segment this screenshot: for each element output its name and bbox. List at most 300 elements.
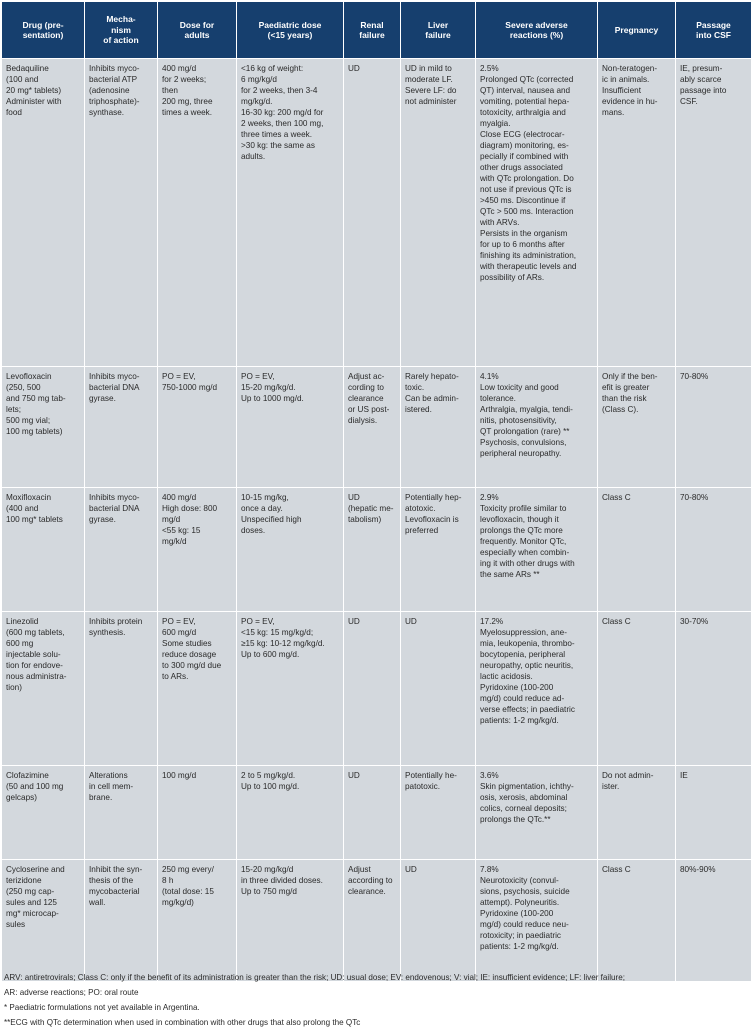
cell-line: adults.	[241, 152, 266, 161]
cell-line: frequently. Monitor QTc,	[480, 537, 567, 546]
table-row	[2, 59, 752, 367]
cell-line: gyrase.	[89, 394, 116, 403]
liver-failure-cell	[401, 488, 476, 612]
cell-line: Prolonged QTc (corrected	[480, 75, 574, 84]
cell-line: 6 mg/kg/d	[241, 75, 277, 84]
cell-line: 400 mg/d	[162, 64, 197, 73]
cell-line: 8 h	[162, 876, 174, 885]
cell-line: thesis of the	[89, 876, 134, 885]
cell-line: three times a week.	[241, 130, 312, 139]
pregnancy-cell	[598, 59, 676, 367]
cell-line: not use if previous QTc is	[480, 185, 572, 194]
cell-line: Potentially he-	[405, 771, 457, 780]
adverse-reactions-cell	[476, 766, 598, 860]
liver-failure-cell	[401, 860, 476, 982]
cell-line: tolerance.	[480, 394, 516, 403]
cell-line: <15 kg: 15 mg/kg/d;	[241, 628, 314, 637]
footnote-line: ARV: antiretrovirals; Class C: only if the benefit of its administration is greater than the risk; UD: usual dose; EV: endovenous; V: vial; IE: insufficient evidence; LF: liver failure;	[4, 973, 625, 982]
cell-line: according to	[348, 876, 393, 885]
cell-line: dialysis.	[348, 416, 378, 425]
cell-line: preferred	[405, 526, 439, 535]
paediatric-dose-cell	[237, 59, 344, 367]
cell-line: for up to 6 months after	[480, 240, 565, 249]
cell-line: prolongs the QTc more	[480, 526, 563, 535]
cell-line: ably scarce	[680, 75, 722, 84]
cell-line: istered.	[405, 405, 432, 414]
cell-line: gelcaps)	[6, 793, 37, 802]
cell-line: Insufficient	[602, 86, 641, 95]
paediatric-dose-cell	[237, 612, 344, 766]
cell-line: (adenosine	[89, 86, 130, 95]
header-drug	[2, 2, 85, 59]
cell-line: (Class C).	[602, 405, 639, 414]
header-line: into CSF	[696, 30, 731, 40]
cell-line: Class C	[602, 493, 631, 502]
cell-line: Myelosuppression, ane-	[480, 628, 567, 637]
drug-table	[1, 1, 752, 982]
adult-dose-cell	[158, 488, 237, 612]
cell-line: then	[162, 86, 178, 95]
cell-line: or US post-	[348, 405, 390, 414]
pregnancy-cell	[598, 488, 676, 612]
adult-dose-cell	[158, 860, 237, 982]
mechanism-cell	[85, 766, 158, 860]
cell-line: totoxicity, arthralgia and	[480, 108, 566, 117]
cell-line: Only if the ben-	[602, 372, 658, 381]
cell-line: mg/d) could reduce neu-	[480, 920, 569, 929]
cell-line: Clofazimine	[6, 771, 49, 780]
cell-line: wall.	[89, 898, 106, 907]
header-line: Paediatric dose	[258, 19, 322, 30]
cell-line: synthesis.	[89, 628, 126, 637]
adult-dose-cell	[158, 367, 237, 488]
cell-line: Bedaquiline	[6, 64, 49, 73]
cell-line: prolongs the QTc.**	[480, 815, 551, 824]
cell-line: Some studies	[162, 639, 212, 648]
cell-line: >450 ms. Discontinue if	[480, 196, 566, 205]
cell-line: with QTc prolongation. Do	[480, 174, 574, 183]
adult-dose-cell	[158, 59, 237, 367]
cell-line: 250 mg every/	[162, 865, 214, 874]
pregnancy-cell	[598, 612, 676, 766]
cell-line: evidence in hu-	[602, 97, 658, 106]
header-line: Liver	[427, 19, 449, 30]
cell-line: diagram) monitoring, es-	[480, 141, 569, 150]
cell-line: Unspecified high	[241, 515, 302, 524]
mechanism-cell	[85, 860, 158, 982]
renal-failure-cell	[344, 860, 401, 982]
cell-line: mg* microcap-	[6, 909, 59, 918]
cell-line: High dose: 800	[162, 504, 218, 513]
cell-line: mans.	[602, 108, 625, 117]
cell-line: osis, xerosis, abdominal	[480, 793, 568, 802]
header-line: sentation)	[22, 30, 64, 40]
cell-line: Non-teratogen-	[602, 64, 658, 73]
cell-line: UD	[405, 865, 417, 874]
cell-line: IE, presum-	[680, 64, 723, 73]
cell-line: Persists in the organism	[480, 229, 568, 238]
cell-line: 15-20 mg/kg/d	[241, 865, 294, 874]
cell-line: Levofloxacin	[6, 372, 52, 381]
cell-line: synthase.	[89, 108, 125, 117]
cell-line: possibility of ARs.	[480, 273, 545, 282]
header-line: reactions (%)	[509, 30, 564, 40]
cell-line: ≥15 kg: 10-12 mg/kg/d.	[241, 639, 325, 648]
cell-line: 100 mg* tablets	[6, 515, 63, 524]
cell-line: Linezolid	[6, 617, 39, 626]
cell-line: PO = EV,	[162, 617, 196, 626]
cell-line: nitis, photosensitivity,	[480, 416, 557, 425]
cell-line: 17.2%	[480, 617, 504, 626]
table-header-row	[2, 2, 752, 59]
cell-line: vomiting, potential hepa-	[480, 97, 570, 106]
header-mechanism	[85, 2, 158, 59]
cell-line: 15-20 mg/kg/d.	[241, 383, 296, 392]
cell-line: 10-15 mg/kg,	[241, 493, 289, 502]
cell-line: Low toxicity and good	[480, 383, 559, 392]
cell-line: colics, corneal deposits;	[480, 804, 567, 813]
cell-line: terizidone	[6, 876, 42, 885]
cell-line: triphosphate)-	[89, 97, 140, 106]
cell-line: IE	[680, 771, 688, 780]
cell-line: <55 kg: 15	[162, 526, 201, 535]
cell-line: PO = EV,	[162, 372, 196, 381]
cell-line: Inhibits myco-	[89, 64, 140, 73]
pregnancy-cell	[598, 766, 676, 860]
table-row	[2, 367, 752, 488]
cell-line: atotoxic.	[405, 504, 436, 513]
cell-line: UD	[348, 617, 360, 626]
cell-line: Inhibits myco-	[89, 493, 140, 502]
adverse-reactions-cell	[476, 59, 598, 367]
header-csf-passage	[676, 2, 752, 59]
cell-line: for 2 weeks;	[162, 75, 207, 84]
cell-line: levofloxacin, though it	[480, 515, 559, 524]
paediatric-dose-cell	[237, 488, 344, 612]
cell-line: for 2 weeks, then 3-4	[241, 86, 318, 95]
cell-line: QTc > 500 ms. Interaction	[480, 207, 574, 216]
mechanism-cell	[85, 59, 158, 367]
renal-failure-cell	[344, 367, 401, 488]
pregnancy-cell	[598, 860, 676, 982]
cell-line: QT) interval, nausea and	[480, 86, 571, 95]
cell-line: mycobacterial	[89, 887, 140, 896]
cell-line: 2 weeks, then 100 mg,	[241, 119, 324, 128]
cell-line: 600 mg	[6, 639, 34, 648]
cell-line: 4.1%	[480, 372, 499, 381]
cell-line: 16-30 kg: 200 mg/d for	[241, 108, 324, 117]
cell-line: mia, leukopenia, thrombo-	[480, 639, 575, 648]
cell-line: Pyridoxine (100-200	[480, 909, 554, 918]
cell-line: mg/d) could reduce ad-	[480, 694, 565, 703]
pregnancy-cell	[598, 367, 676, 488]
cell-line: ic in animals.	[602, 75, 650, 84]
cell-line: Up to 600 mg/d.	[241, 650, 300, 659]
cell-line: Cycloserine and	[6, 865, 65, 874]
cell-line: in three divided doses.	[241, 876, 323, 885]
cell-line: Do not admin-	[602, 771, 654, 780]
cell-line: bacterial ATP	[89, 75, 138, 84]
cell-line: 100 mg tablets)	[6, 427, 63, 436]
drug-cell	[2, 766, 85, 860]
cell-line: in cell mem-	[89, 782, 134, 791]
footnote-line: * Paediatric formulations not yet available in Argentina.	[4, 1003, 200, 1012]
adult-dose-cell	[158, 612, 237, 766]
csf-passage-cell	[676, 766, 752, 860]
csf-passage-cell	[676, 488, 752, 612]
cell-line: toxic.	[405, 383, 425, 392]
cell-line: 100 mg/d	[162, 771, 197, 780]
adverse-reactions-cell	[476, 367, 598, 488]
cell-line: mg/d	[162, 515, 181, 524]
cell-line: (total dose: 15	[162, 887, 214, 896]
header-line: Drug (pre-	[22, 19, 64, 30]
paediatric-dose-cell	[237, 766, 344, 860]
cell-line: (600 mg tablets,	[6, 628, 65, 637]
cell-line: lets;	[6, 405, 22, 414]
cell-line: cording to	[348, 383, 384, 392]
cell-line: patotoxic.	[405, 782, 441, 791]
cell-line: Neurotoxicity (convul-	[480, 876, 559, 885]
cell-line: UD	[348, 64, 360, 73]
header-line: Pregnancy	[614, 24, 659, 35]
cell-line: patients: 1-2 mg/kg/d.	[480, 942, 559, 951]
cell-line: (hepatic me-	[348, 504, 394, 513]
cell-line: QT prolongation (rare) **	[480, 427, 570, 436]
cell-line: PO = EV,	[241, 617, 275, 626]
table-row	[2, 612, 752, 766]
cell-line: pecially if combined with	[480, 152, 569, 161]
drug-cell	[2, 488, 85, 612]
cell-line: mg/kg/d.	[241, 97, 273, 106]
header-line: nism	[111, 24, 131, 35]
liver-failure-cell	[401, 59, 476, 367]
cell-line: (100 and	[6, 75, 39, 84]
cell-line: Pyridoxine (100-200	[480, 683, 554, 692]
cell-line: reduce dosage	[162, 650, 217, 659]
cell-line: (50 and 100 mg	[6, 782, 64, 791]
cell-line: once a day.	[241, 504, 283, 513]
cell-line: sions, psychosis, suicide	[480, 887, 570, 896]
adverse-reactions-cell	[476, 488, 598, 612]
header-line: (<15 years)	[267, 30, 313, 40]
header-renal-failure	[344, 2, 401, 59]
cell-line: 750-1000 mg/d	[162, 383, 218, 392]
cell-line: Rarely hepato-	[405, 372, 459, 381]
adverse-reactions-cell	[476, 612, 598, 766]
cell-line: Can be admin-	[405, 394, 459, 403]
header-line: failure	[425, 30, 451, 40]
drug-cell	[2, 612, 85, 766]
cell-line: UD	[348, 771, 360, 780]
cell-line: not administer	[405, 97, 457, 106]
cell-line: especially when combin-	[480, 548, 570, 557]
table-body	[2, 59, 752, 982]
cell-line: Up to 750 mg/d	[241, 887, 297, 896]
cell-line: Adjust ac-	[348, 372, 385, 381]
renal-failure-cell	[344, 488, 401, 612]
cell-line: (250 mg cap-	[6, 887, 55, 896]
cell-line: brane.	[89, 793, 113, 802]
header-paediatric-dose	[237, 2, 344, 59]
header-line: Passage	[696, 19, 731, 30]
cell-line: food	[6, 108, 22, 117]
cell-line: passage into	[680, 86, 727, 95]
cell-line: Class C	[602, 865, 631, 874]
cell-line: Administer with	[6, 97, 62, 106]
cell-line: attempt). Polyneuritis.	[480, 898, 560, 907]
cell-line: 70-80%	[680, 493, 709, 502]
cell-line: lactic acidosis.	[480, 672, 533, 681]
mechanism-cell	[85, 612, 158, 766]
cell-line: (250, 500	[6, 383, 41, 392]
cell-line: ister.	[602, 782, 620, 791]
drug-cell	[2, 860, 85, 982]
cell-line: CSF.	[680, 97, 698, 106]
cell-line: Arthralgia, myalgia, tendi-	[480, 405, 573, 414]
cell-line: and 750 mg tab-	[6, 394, 66, 403]
cell-line: doses.	[241, 526, 266, 535]
cell-line: tion for endove-	[6, 661, 63, 670]
cell-line: Inhibits myco-	[89, 372, 140, 381]
header-line: of action	[103, 35, 139, 46]
cell-line: gyrase.	[89, 515, 116, 524]
header-liver-failure	[401, 2, 476, 59]
header-adverse-reactions	[476, 2, 598, 59]
cell-line: Moxifloxacin	[6, 493, 52, 502]
csf-passage-cell	[676, 367, 752, 488]
header-line: Dose for	[179, 19, 215, 30]
cell-line: 30-70%	[680, 617, 709, 626]
cell-line: bacterial DNA	[89, 383, 140, 392]
drug-cell	[2, 367, 85, 488]
cell-line: 400 mg/d	[162, 493, 197, 502]
header-adult-dose	[158, 2, 237, 59]
cell-line: 2 to 5 mg/kg/d.	[241, 771, 296, 780]
mechanism-cell	[85, 367, 158, 488]
cell-line: 7.8%	[480, 865, 499, 874]
cell-line: 500 mg vial;	[6, 416, 51, 425]
footnote-line: **ECG with QTc determination when used in combination with other drugs that also prolong the QTc	[4, 1018, 361, 1027]
drug-cell	[2, 59, 85, 367]
cell-line: verse effects; in paediatric	[480, 705, 575, 714]
cell-line: to 300 mg/d due	[162, 661, 222, 670]
cell-line: peripheral neuropathy.	[480, 449, 562, 458]
cell-line: injectable solu-	[6, 650, 61, 659]
csf-passage-cell	[676, 612, 752, 766]
cell-line: bocytopenia, peripheral	[480, 650, 566, 659]
cell-line: Class C	[602, 617, 631, 626]
cell-line: patients: 1-2 mg/kg/d.	[480, 716, 559, 725]
cell-line: Close ECG (electrocar-	[480, 130, 565, 139]
cell-line: 70-80%	[680, 372, 709, 381]
header-line: Severe adverse	[505, 19, 568, 30]
adult-dose-cell	[158, 766, 237, 860]
cell-line: Up to 1000 mg/d.	[241, 394, 304, 403]
liver-failure-cell	[401, 766, 476, 860]
cell-line: myalgia.	[480, 119, 511, 128]
cell-line: Severe LF: do	[405, 86, 457, 95]
cell-line: (400 and	[6, 504, 39, 513]
header-line: Mecha-	[106, 14, 136, 25]
cell-line: 2.9%	[480, 493, 499, 502]
renal-failure-cell	[344, 59, 401, 367]
cell-line: ing it with other drugs with	[480, 559, 575, 568]
footnote-line: AR: adverse reactions; PO: oral route	[4, 988, 139, 997]
cell-line: finishing its administration,	[480, 251, 577, 260]
cell-line: Potentially hep-	[405, 493, 462, 502]
cell-line: than the risk	[602, 394, 647, 403]
cell-line: the same ARs **	[480, 570, 540, 579]
cell-line: nous administra-	[6, 672, 67, 681]
cell-line: 80%-90%	[680, 865, 716, 874]
cell-line: times a week.	[162, 108, 213, 117]
cell-line: to ARs.	[162, 672, 189, 681]
cell-line: with therapeutic levels and	[480, 262, 577, 271]
cell-line: with ARVs.	[480, 218, 520, 227]
header-pregnancy	[598, 2, 676, 59]
mechanism-cell	[85, 488, 158, 612]
cell-line: neuropathy, optic neuritis,	[480, 661, 574, 670]
cell-line: UD in mild to	[405, 64, 452, 73]
header-line: failure	[359, 30, 385, 40]
renal-failure-cell	[344, 766, 401, 860]
cell-line: 600 mg/d	[162, 628, 197, 637]
cell-line: Levofloxacin is	[405, 515, 459, 524]
cell-line: mg/k/d	[162, 537, 187, 546]
cell-line: UD	[348, 493, 360, 502]
cell-line: Up to 100 mg/d.	[241, 782, 300, 791]
cell-line: Skin pigmentation, ichthy-	[480, 782, 574, 791]
renal-failure-cell	[344, 612, 401, 766]
adverse-reactions-cell	[476, 860, 598, 982]
liver-failure-cell	[401, 367, 476, 488]
cell-line: bacterial DNA	[89, 504, 140, 513]
cell-line: clearance.	[348, 887, 386, 896]
cell-line: 200 mg, three	[162, 97, 213, 106]
cell-line: Psychosis, convulsions,	[480, 438, 567, 447]
cell-line: moderate LF.	[405, 75, 453, 84]
cell-line: sules and 125	[6, 898, 57, 907]
cell-line: <16 kg of weight:	[241, 64, 304, 73]
table-row	[2, 860, 752, 982]
cell-line: tion)	[6, 683, 22, 692]
cell-line: UD	[405, 617, 417, 626]
header-line: adults	[184, 30, 210, 40]
table-row	[2, 766, 752, 860]
cell-line: tabolism)	[348, 515, 382, 524]
cell-line: mg/kg/d)	[162, 898, 194, 907]
cell-line: Inhibits protein	[89, 617, 143, 626]
cell-line: efit is greater	[602, 383, 650, 392]
cell-line: 2.5%	[480, 64, 499, 73]
csf-passage-cell	[676, 860, 752, 982]
csf-passage-cell	[676, 59, 752, 367]
table-row	[2, 488, 752, 612]
cell-line: 20 mg* tablets)	[6, 86, 62, 95]
cell-line: Adjust	[348, 865, 371, 874]
cell-line: >30 kg: the same as	[241, 141, 315, 150]
cell-line: Alterations	[89, 771, 128, 780]
liver-failure-cell	[401, 612, 476, 766]
cell-line: Toxicity profile similar to	[480, 504, 567, 513]
cell-line: sules	[6, 920, 26, 929]
cell-line: other drugs associated	[480, 163, 563, 172]
cell-line: PO = EV,	[241, 372, 275, 381]
paediatric-dose-cell	[237, 860, 344, 982]
header-line: Renal	[360, 19, 384, 30]
paediatric-dose-cell	[237, 367, 344, 488]
